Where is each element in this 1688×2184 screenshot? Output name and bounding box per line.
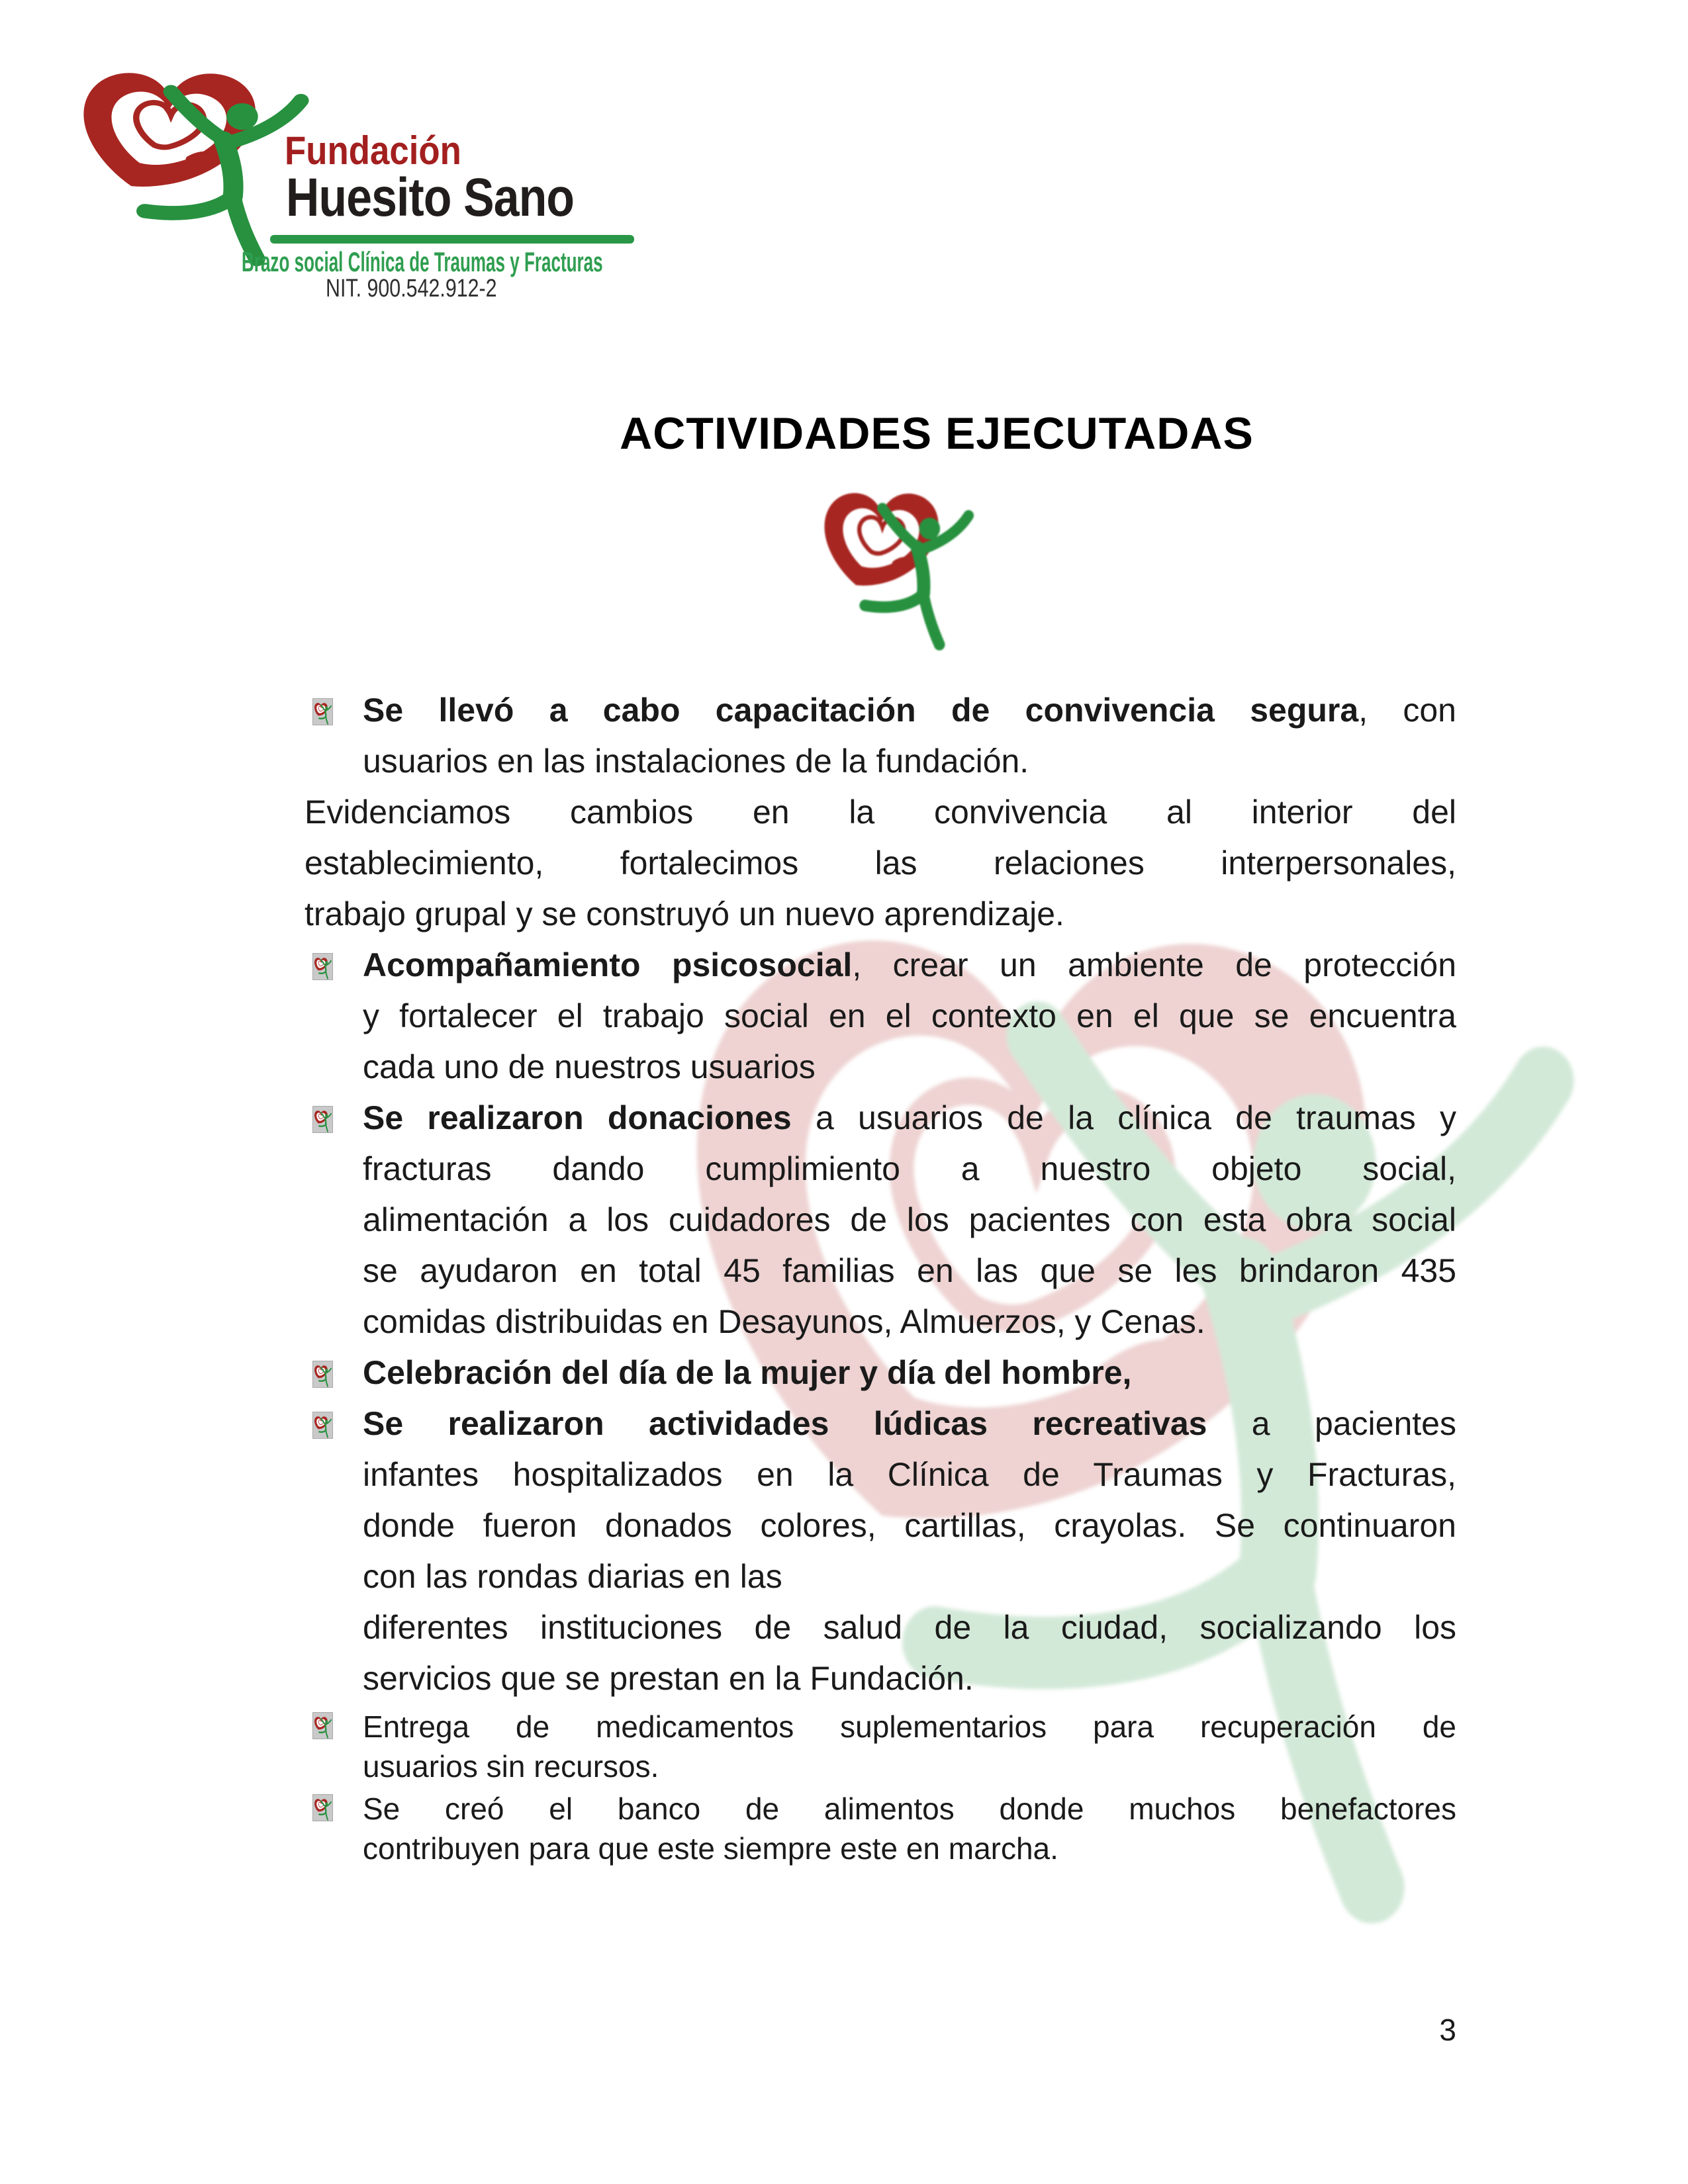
list-item [305, 1398, 1456, 1704]
text-line: Se llevó a cabo capacitación de convivencia segura, con [363, 692, 1456, 729]
text-line: y fortalecer el trabajo social en el contexto en el que se encuentra [363, 997, 1456, 1034]
page-number: 3 [1439, 2013, 1456, 2047]
text-line: servicios que se prestan en la Fundación. [363, 1660, 974, 1697]
paragraph-item [305, 787, 1456, 940]
bullet-icon [312, 698, 333, 725]
brand-name-main: Huesito Sano [286, 167, 575, 228]
bullet-icon [312, 1106, 333, 1133]
text-line: usuarios en las instalaciones de la fundación. [363, 743, 1029, 780]
bullet-icon [312, 1712, 333, 1739]
text-line: alimentación a los cuidadores de los pacientes con esta obra social [363, 1201, 1456, 1238]
page-title: ACTIVIDADES EJECUTADAS [620, 408, 1254, 459]
item-text [363, 1347, 1456, 1398]
bullet-icon [312, 1794, 333, 1821]
text-line: Acompañamiento psicosocial, crear un ambiente de protección [363, 946, 1456, 983]
text-line: Se creó el banco de alimentos donde muchos benefactores [363, 1792, 1456, 1826]
item-text [363, 1707, 1456, 1786]
text-line: Evidenciamos cambios en la convivencia al interior del [305, 794, 1456, 831]
bullet-icon [312, 953, 333, 980]
bullet-icon [312, 1412, 333, 1439]
text-line: Celebración del día de la mujer y día del hombre, [363, 1354, 1132, 1391]
list-item [305, 1093, 1456, 1347]
list-item [305, 1347, 1456, 1398]
text-line: contribuyen para que este siempre este en marcha. [363, 1831, 1058, 1866]
bullet-icon [312, 1361, 333, 1388]
text-line: infantes hospitalizados en la Clínica de Traumas y Fracturas, [363, 1456, 1456, 1493]
text-line: establecimiento, fortalecimos las relaciones interpersonales, [305, 844, 1456, 882]
text-line: fracturas dando cumplimiento a nuestro objeto social, [363, 1150, 1456, 1187]
brand-tagline: Brazo social Clínica de Traumas y Fracturas [242, 246, 603, 277]
center-logo-icon [813, 463, 980, 652]
list-item [305, 940, 1456, 1093]
text-line: cada uno de nuestros usuarios [363, 1048, 816, 1085]
list-item [305, 1789, 1456, 1868]
list-item [305, 1707, 1456, 1786]
item-text [363, 1093, 1456, 1347]
brand-name-top: Fundación [285, 128, 461, 173]
text-line: comidas distribuidas en Desayunos, Almuerzos, y Cenas. [363, 1303, 1205, 1340]
brand-divider [270, 235, 634, 244]
brand-nit: NIT. 900.542.912-2 [326, 275, 497, 302]
item-text [363, 1398, 1456, 1704]
text-line: Se realizaron actividades lúdicas recreativas a pacientes [363, 1405, 1456, 1442]
item-text [363, 685, 1456, 787]
item-text [363, 1789, 1456, 1868]
text-line: con las rondas diarias en las [363, 1558, 782, 1595]
text-line: Entrega de medicamentos suplementarios para recuperación de [363, 1709, 1456, 1744]
list-item [305, 685, 1456, 787]
text-line: Se realizaron donaciones a usuarios de la clínica de traumas y [363, 1099, 1456, 1136]
heart-person-icon [66, 36, 318, 268]
item-text [305, 787, 1456, 940]
text-line: trabajo grupal y se construyó un nuevo aprendizaje. [305, 895, 1064, 933]
activity-list [305, 685, 1456, 1868]
text-line: se ayudaron en total 45 familias en las que se les brindaron 435 [363, 1252, 1456, 1289]
item-text [363, 940, 1456, 1093]
text-line: usuarios sin recursos. [363, 1749, 659, 1784]
text-line: donde fueron donados colores, cartillas, crayolas. Se continuaron [363, 1507, 1456, 1544]
text-line: diferentes instituciones de salud de la ciudad, socializando los [363, 1609, 1456, 1646]
